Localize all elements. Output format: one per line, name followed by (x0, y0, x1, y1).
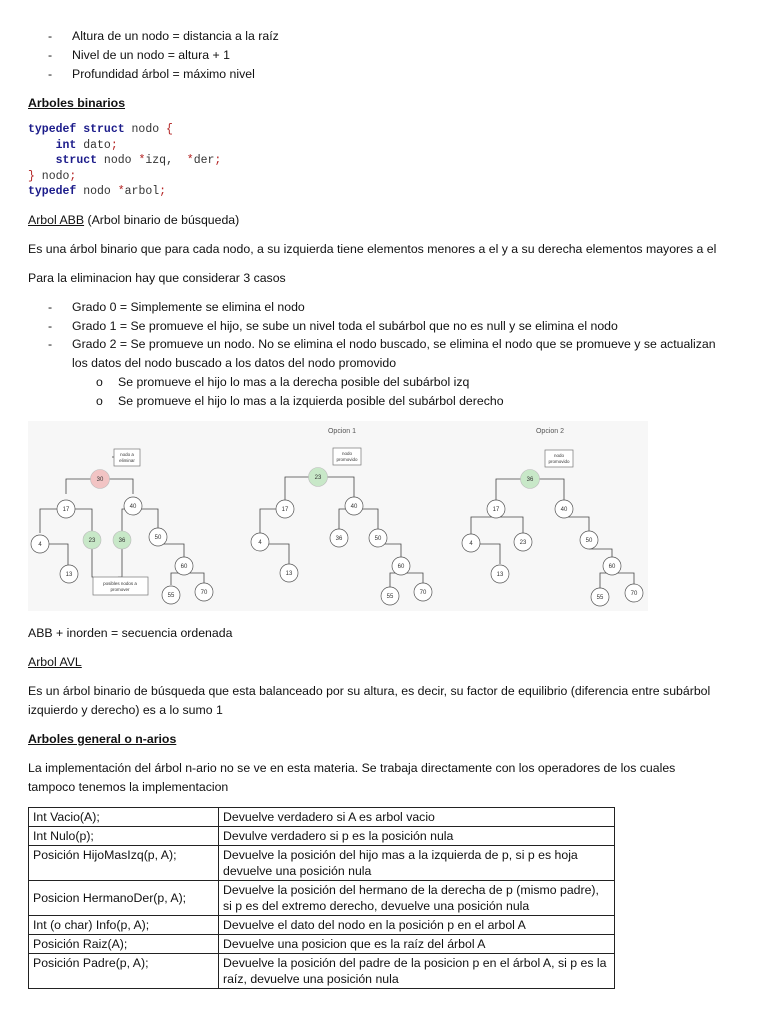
code-text: dato (76, 138, 111, 152)
edge (600, 573, 612, 589)
node-label: 60 (608, 564, 616, 570)
avl-description-2: izquierdo y derecho) es a lo sumo 1 (28, 703, 223, 717)
node-label: 36 (118, 538, 126, 544)
op-cell: Int Vacio(A); (29, 808, 219, 827)
label-eliminar-text: eliminar (119, 458, 135, 463)
node-label: 40 (560, 507, 568, 513)
node-label: 13 (496, 572, 504, 578)
node-label: 4 (38, 542, 42, 548)
node-label: 55 (167, 593, 175, 599)
node-label: 36 (335, 536, 343, 542)
node-label: 17 (492, 507, 500, 513)
circle-bullet: o (96, 375, 103, 389)
table-row (29, 808, 615, 827)
desc-cell: Devuelve la posición del hijo mas a la izquierda de p, si p es hoja devuelve una posición nula (219, 846, 615, 881)
edge (496, 517, 523, 533)
desc-cell: Devuelve verdadero si A es arbol vacio (219, 808, 615, 827)
table-row (29, 881, 615, 916)
table-row (29, 846, 615, 881)
node-label: 60 (180, 564, 188, 570)
node-label: 36 (526, 477, 534, 483)
code-semicolon: ; (110, 138, 118, 152)
op-cell: Posicion HermanoDer(p, A); (29, 881, 219, 916)
edge (564, 517, 589, 532)
bullet-dash: - (48, 67, 53, 81)
edge (92, 549, 93, 577)
code-text: nodo (124, 123, 167, 136)
code-star: * (186, 154, 194, 167)
code-semicolon: ; (69, 169, 77, 183)
bullet-dash: - (48, 319, 53, 333)
op-cell: Int (o char) Info(p, A); (29, 916, 219, 935)
table-row (29, 954, 615, 989)
code-keyword: int (55, 138, 77, 152)
desc-cell: Devuelve la posición del padre de la posicion p en el árbol A, si p es la raíz, devuelve una posición nula (219, 954, 615, 989)
bullet-profundidad: Profundidad árbol = máximo nivel (72, 67, 255, 81)
general-description-2: tampoco tenemos la implementacion (28, 780, 229, 794)
node-label: 55 (596, 595, 604, 601)
avl-heading: Arbol AVL (28, 655, 82, 669)
label-promovido-text: nodo (553, 453, 565, 458)
code-star: * (138, 154, 146, 167)
circle-bullet: o (96, 394, 103, 408)
label-promovido-text: promovido (548, 459, 570, 464)
node-label: 4 (258, 540, 262, 546)
code-star: * (117, 185, 125, 198)
node-label: 70 (200, 590, 208, 596)
label-promovido-text: nodo (341, 451, 353, 456)
tree-diagram (28, 421, 648, 611)
opcion-1-label: Opcion 1 (327, 428, 357, 435)
node-label: 13 (65, 572, 73, 578)
edge (589, 549, 612, 558)
node-label: 17 (62, 507, 70, 513)
node-label: 30 (96, 477, 104, 483)
abb-title: Arbol ABB (28, 213, 85, 227)
subcase-derecha: Se promueve el hijo lo mas a la derecha posible del subárbol izq (118, 375, 470, 389)
abb-subtitle: (Arbol binario de búsqueda) (84, 213, 240, 227)
code-semicolon: ; (214, 154, 222, 167)
edge (471, 517, 496, 534)
node-label: 17 (281, 507, 289, 513)
node-label: 50 (585, 538, 593, 544)
code-text: nodo (34, 169, 70, 183)
edge (158, 544, 184, 557)
case-grado-1: Grado 1 = Se promueve el hijo, se sube un nivel toda el subárbol que no es null y se elimina el nodo (72, 319, 618, 333)
label-posibles-text: posibles nodos a (103, 581, 137, 586)
bullet-altura: Altura de un nodo = distancia a la raíz (72, 29, 279, 43)
code-brace: { (166, 123, 173, 136)
elim-intro: Para la eliminacion hay que considerar 3 casos (28, 271, 286, 285)
bullet-dash: - (48, 300, 53, 314)
desc-cell: Devuelve la posición del hermano de la derecha de p (mismo padre), si p es del extremo derecho, devuelve una posición nula (219, 881, 615, 916)
general-description-1: La implementación del árbol n-ario no se ve en esta materia. Se trabaja directamente con los operadores de los cuales (28, 761, 676, 775)
label-eliminar-text: nodo a (120, 452, 134, 457)
operators-table (28, 807, 615, 989)
inorden-text: ABB + inorden = secuencia ordenada (28, 626, 233, 640)
table-row (29, 827, 615, 846)
desc-cell: Devulve verdadero si p es la posición nula (219, 827, 615, 846)
code-semicolon: ; (159, 185, 167, 198)
tree-edges (40, 457, 634, 589)
code-text: nodo (97, 154, 139, 167)
subcase-izquierda: Se promueve el hijo lo mas a la izquierda posible del subárbol derecho (118, 394, 504, 408)
desc-cell: Devuelve una posicion que es la raíz del árbol A (219, 935, 615, 954)
node-label: 50 (154, 535, 162, 541)
node-label: 70 (630, 591, 638, 597)
code-text: der (193, 154, 215, 167)
table-row (29, 935, 615, 954)
code-keyword: struct (55, 154, 98, 167)
label-promovido-text: promovido (336, 457, 358, 462)
node-label: 70 (419, 590, 427, 596)
node-label: 23 (314, 475, 322, 481)
table-row (29, 916, 615, 935)
code-brace: } (28, 169, 35, 183)
node-label: 40 (129, 504, 137, 510)
node-label: 23 (88, 538, 96, 544)
op-cell: Posición Padre(p, A); (29, 954, 219, 989)
heading-arboles-binarios: Arboles binarios (28, 96, 126, 110)
bullet-dash: - (48, 337, 53, 351)
node-label: 40 (350, 504, 358, 510)
bullet-dash: - (48, 29, 53, 43)
edge (118, 549, 122, 577)
abb-description: Es una árbol binario que para cada nodo, a su izquierda tiene elementos menores a el y a su derecha elementos mayores a el (28, 242, 717, 256)
label-posibles-text: promover (110, 587, 130, 592)
bullet-dash: - (48, 48, 53, 62)
desc-cell: Devuelve el dato del nodo en la posición p en el arbol A (219, 916, 615, 935)
opcion-2-label: Opcion 2 (535, 428, 565, 435)
code-keyword: typedef struct (28, 123, 125, 136)
label-box-posibles (93, 577, 148, 595)
code-block (28, 122, 221, 200)
case-grado-0: Grado 0 = Simplemente se elimina el nodo (72, 300, 305, 314)
op-cell: Posición HijoMasIzq(p, A); (29, 846, 219, 881)
node-label: 50 (374, 536, 382, 542)
op-cell: Posición Raiz(A); (29, 935, 219, 954)
code-keyword: typedef (28, 185, 77, 198)
code-text: nodo (76, 185, 118, 198)
avl-description-1: Es un árbol binario de búsqueda que esta balanceado por su altura, es decir, su factor de equilibrio (diferencia entre subárbol (28, 684, 711, 698)
tree-figure (28, 421, 648, 611)
code-text: arbol (124, 185, 160, 198)
general-heading: Arboles general o n-arios (28, 732, 177, 746)
case-grado-2: Grado 2 = Se promueve un nodo. No se elimina el nodo buscado, se elimina el nodo que se promueve y se actualizan (72, 337, 716, 351)
abb-heading (28, 213, 239, 227)
node-label: 23 (519, 540, 527, 546)
code-text: izq, (145, 154, 187, 167)
node-label: 13 (285, 571, 293, 577)
op-cell: Int Nulo(p); (29, 827, 219, 846)
bullet-nivel: Nivel de un nodo = altura + 1 (72, 48, 230, 62)
case-grado-2-cont: los datos del nodo buscado a los datos del nodo promovido (72, 356, 397, 370)
node-label: 60 (397, 564, 405, 570)
node-label: 4 (469, 541, 473, 547)
node-label: 55 (386, 594, 394, 600)
